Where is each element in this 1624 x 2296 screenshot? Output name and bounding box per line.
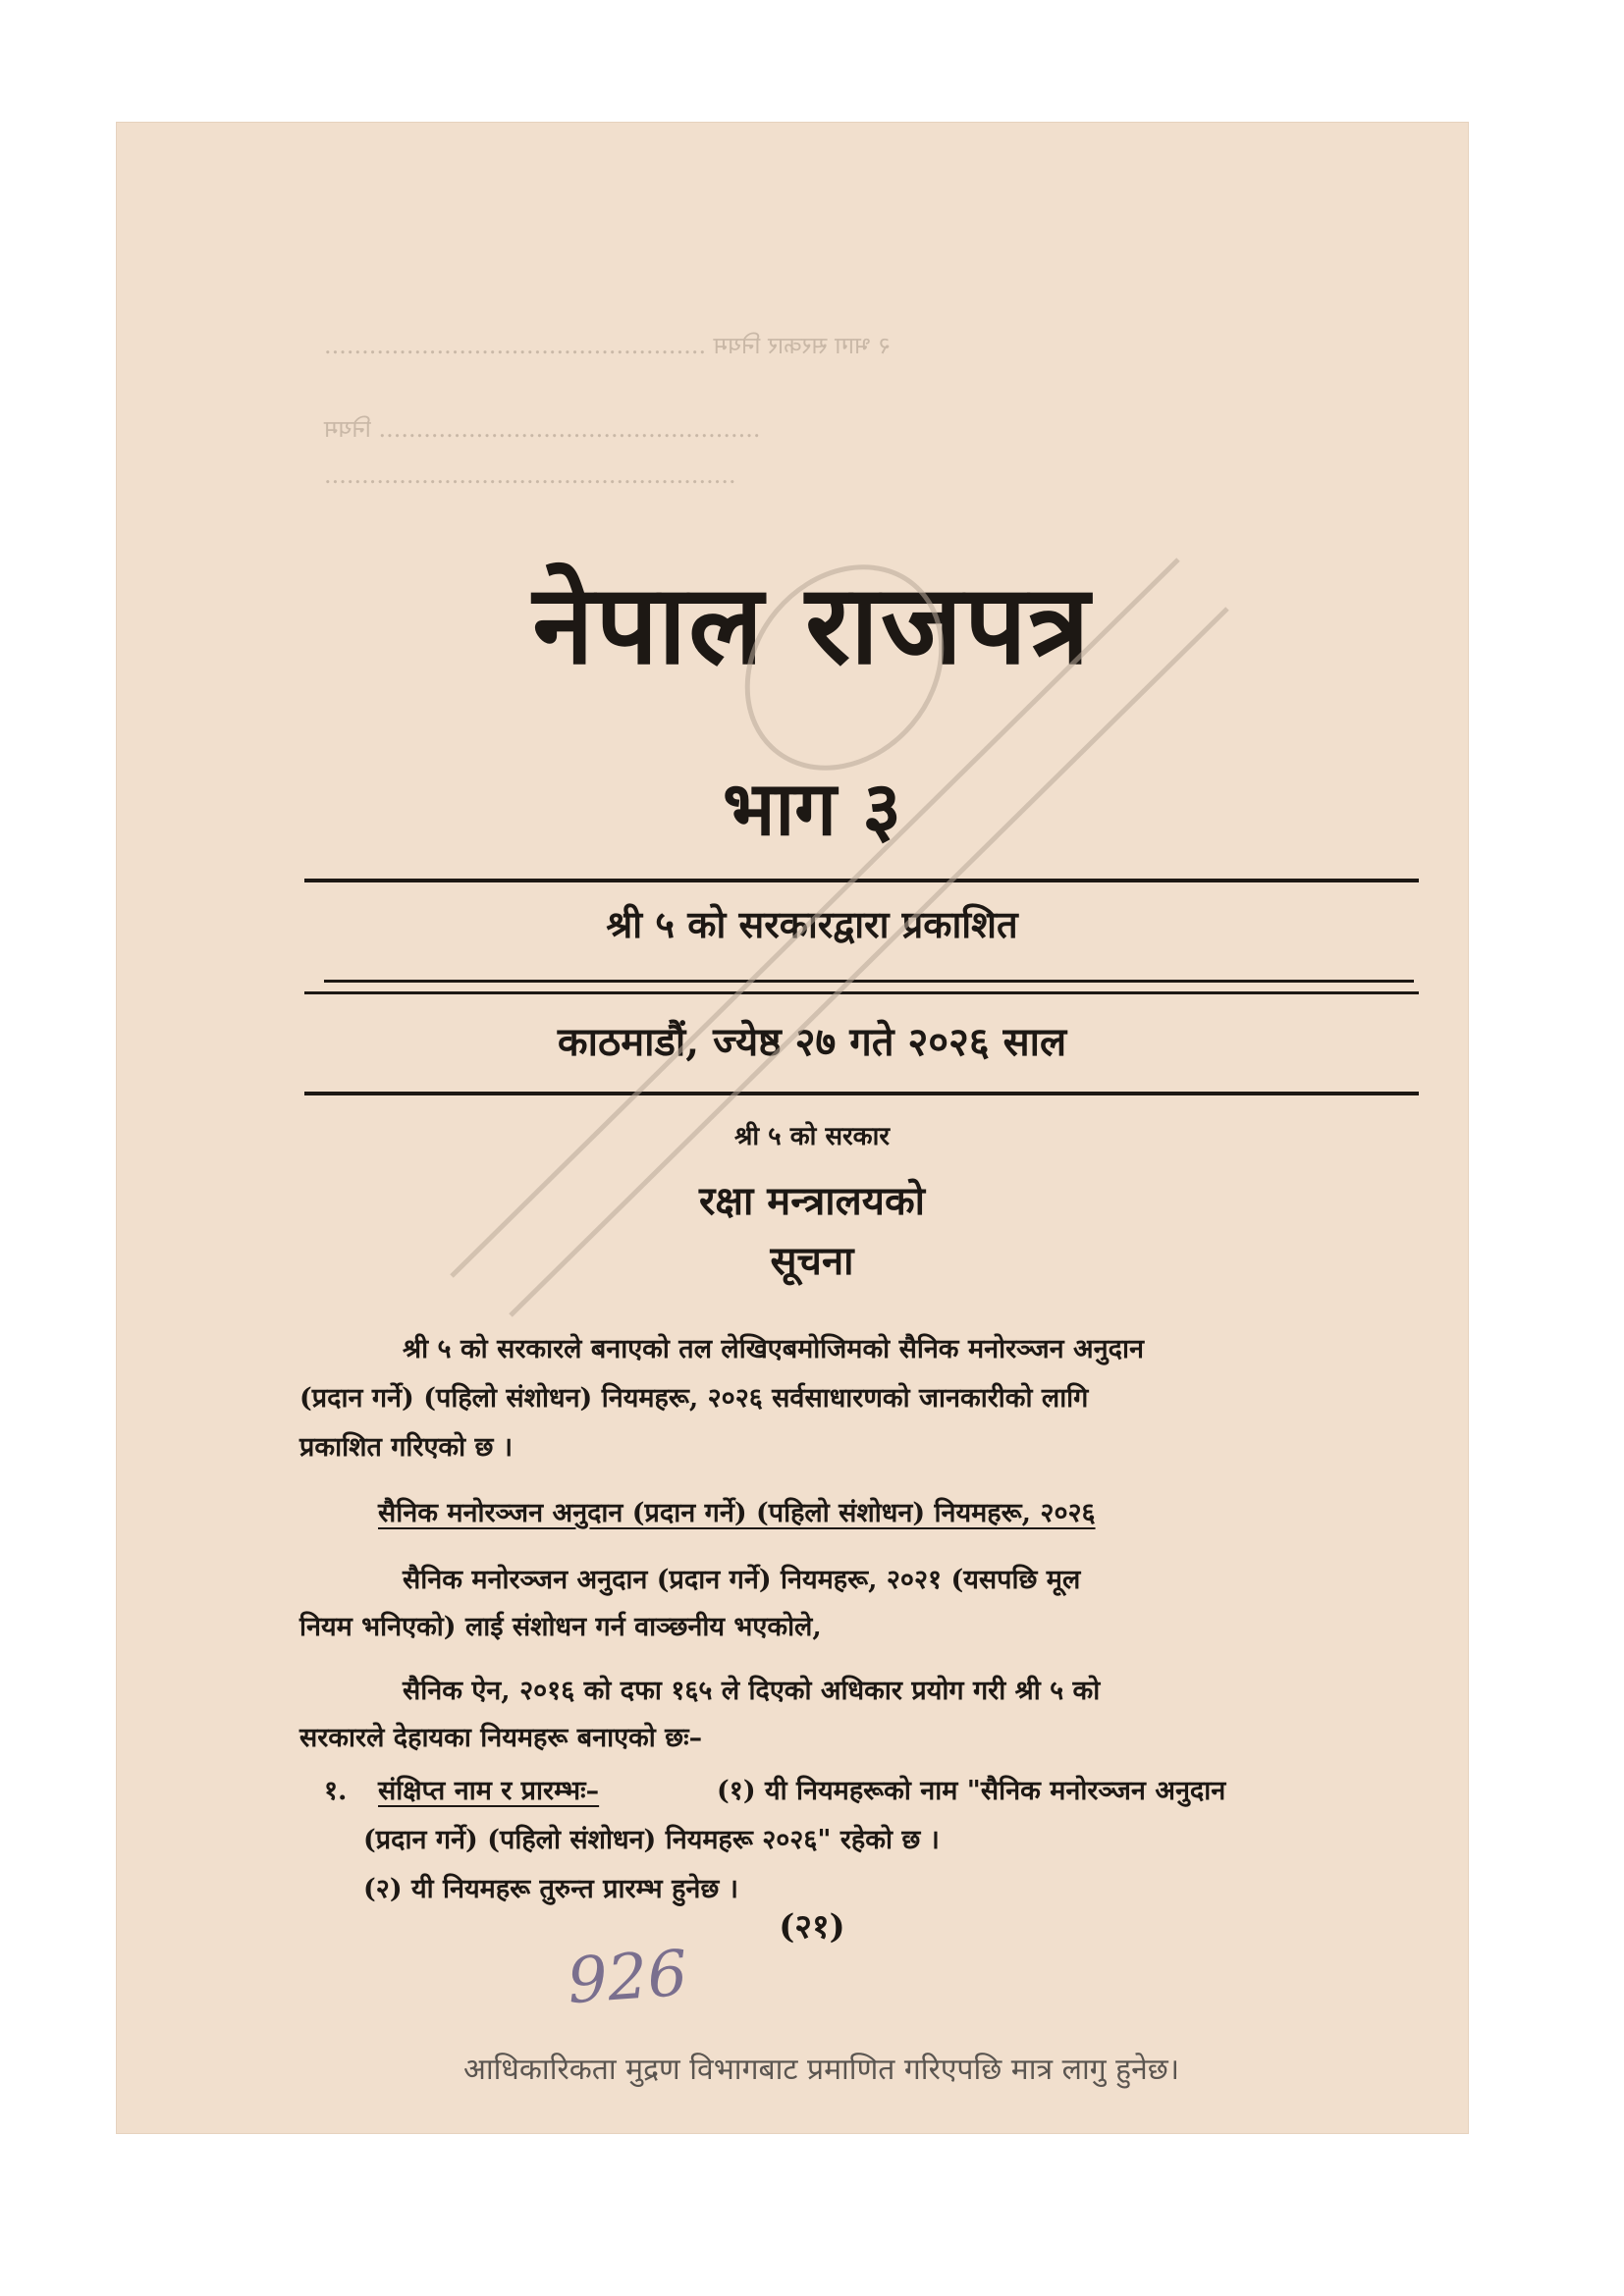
publisher-line: श्री ५ को सरकारद्वारा प्रकाशित: [606, 902, 1018, 946]
notice-title: सूचना: [770, 1238, 854, 1284]
bleed-through-text: .......................................................: [324, 461, 736, 489]
preamble-line: सरकारले देहायका नियमहरू बनाएको छः–: [299, 1723, 703, 1753]
rule-text: (१) यी नियमहरूको नाम "सैनिक मनोरञ्जन अनुदान: [717, 1776, 1226, 1806]
bleed-through-text: २ भाग सरकार नियम ...................................................: [324, 332, 891, 359]
intro-paragraph-line: श्री ५ को सरकारले बनाएको तल लेखिएबमोजिमको सैनिक मनोरञ्जन अनुदान: [403, 1334, 1144, 1364]
header-rule: [304, 991, 1419, 994]
header-rule: [324, 980, 1414, 983]
handwritten-annotation: 926: [565, 1937, 690, 2019]
preamble-line: सैनिक मनोरञ्जन अनुदान (प्रदान गर्ने) नियमहरू, २०२१ (यसपछि मूल: [403, 1565, 1081, 1595]
footer-note: आधिकारिकता मुद्रण विभागबाट प्रमाणित गरिएपछि मात्र लागु हुनेछ।: [463, 2053, 1180, 2087]
rule-number: १.: [324, 1776, 348, 1806]
gazette-masthead: नेपाल राजपत्र: [532, 561, 1092, 689]
issuing-government: श्री ५ को सरकार: [733, 1122, 891, 1151]
intro-paragraph-line: प्रकाशित गरिएको छ ।: [299, 1432, 514, 1463]
dateline: काठमाडौं, ज्येष्ठ २७ गते २०२६ साल: [557, 1019, 1067, 1065]
intro-paragraph-line: (प्रदान गर्ने) (पहिलो संशोधन) नियमहरू, २०२६ सर्वसाधारणको जानकारीको लागि: [299, 1383, 1089, 1414]
bleed-through-text: ................................................... नियम: [324, 415, 761, 443]
header-rule: [304, 879, 1419, 882]
preamble-line: सैनिक ऐन, २०१६ को दफा १६५ ले दिएको अधिकार प्रयोग गरी श्री ५ को: [403, 1676, 1101, 1706]
rule-heading: संक्षिप्त नाम र प्रारम्भः–: [378, 1776, 600, 1806]
rules-title: सैनिक मनोरञ्जन अनुदान (प्रदान गर्ने) (पहिलो संशोधन) नियमहरू, २०२६: [378, 1498, 1096, 1528]
rule-text: (प्रदान गर्ने) (पहिलो संशोधन) नियमहरू २०२६" रहेको छ ।: [363, 1825, 940, 1855]
rule-subsection: (२) यी नियमहरू तुरुन्त प्रारम्भ हुनेछ ।: [363, 1874, 738, 1904]
gazette-part: भाग ३: [723, 765, 901, 852]
ministry-name: रक्षा मन्त्रालयको: [698, 1178, 926, 1224]
header-rule: [304, 1092, 1419, 1095]
preamble-line: नियम भनिएको) लाई संशोधन गर्न वाञ्छनीय भएकोले,: [299, 1612, 822, 1642]
page-number: (२१): [779, 1907, 845, 1947]
